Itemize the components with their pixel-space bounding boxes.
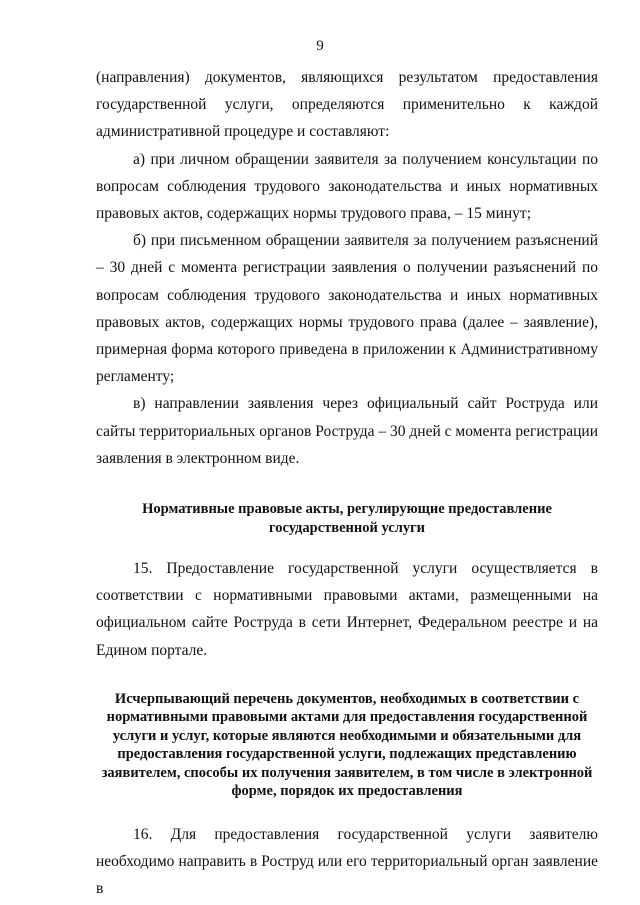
document-body (96, 64, 598, 902)
paragraph-item-a: а) при личном обращении заявителя за получением консультации по вопросам соблюдения трудового законодательства и иных нормативных правовых актов, содержащих нормы трудового права, – 15 минут; (96, 150, 598, 223)
page-number: 9 (316, 38, 324, 54)
paragraph-item-c: в) направлении заявления через официальный сайт Роструда или сайты территориальных органов Роструда – 30 дней с момента регистрации заявления в электронном виде. (96, 395, 599, 467)
paragraph-intro: (направления) документов, являющихся результатом предоставления государственной услуги, определяются применительно к каждой административной процедуре и составляют: (96, 69, 598, 141)
section-heading-documents-list: Исчерпывающий перечень документов, необходимых в соответствии с нормативными правовыми актами для предоставления государственной услуги и услуг, которые являются необходимыми и обязательными для предоставления государственной услуги, подлежащих представлению заявителем, способы их получения заявителем, в том числе в электронной форме, порядок их предоставления (101, 690, 593, 800)
paragraph-item-b: б) при письменном обращении заявителя за получением разъяснений – 30 дней с момента регистрации заявления о получении разъяснений по вопросам соблюдения трудового законодательства и иных нормативных правовых актов, содержащих нормы трудового права (далее – заявление), примерная форма которого приведена в приложении к Административному регламенту; (96, 232, 598, 386)
paragraph-15: 15. Предоставление государственной услуги осуществляется в соответствии с нормативными правовыми актами, размещенными на официальном сайте Роструда в сети Интернет, Федеральном реестре и на Едином портале. (96, 560, 598, 659)
section-heading-legal-acts: Нормативные правовые акты, регулирующие предоставление государственной услуги (142, 501, 552, 536)
paragraph-16: 16. Для предоставления государственной услуги заявителю необходимо направить в Роструд или его территориальный орган заявление в (96, 825, 598, 898)
